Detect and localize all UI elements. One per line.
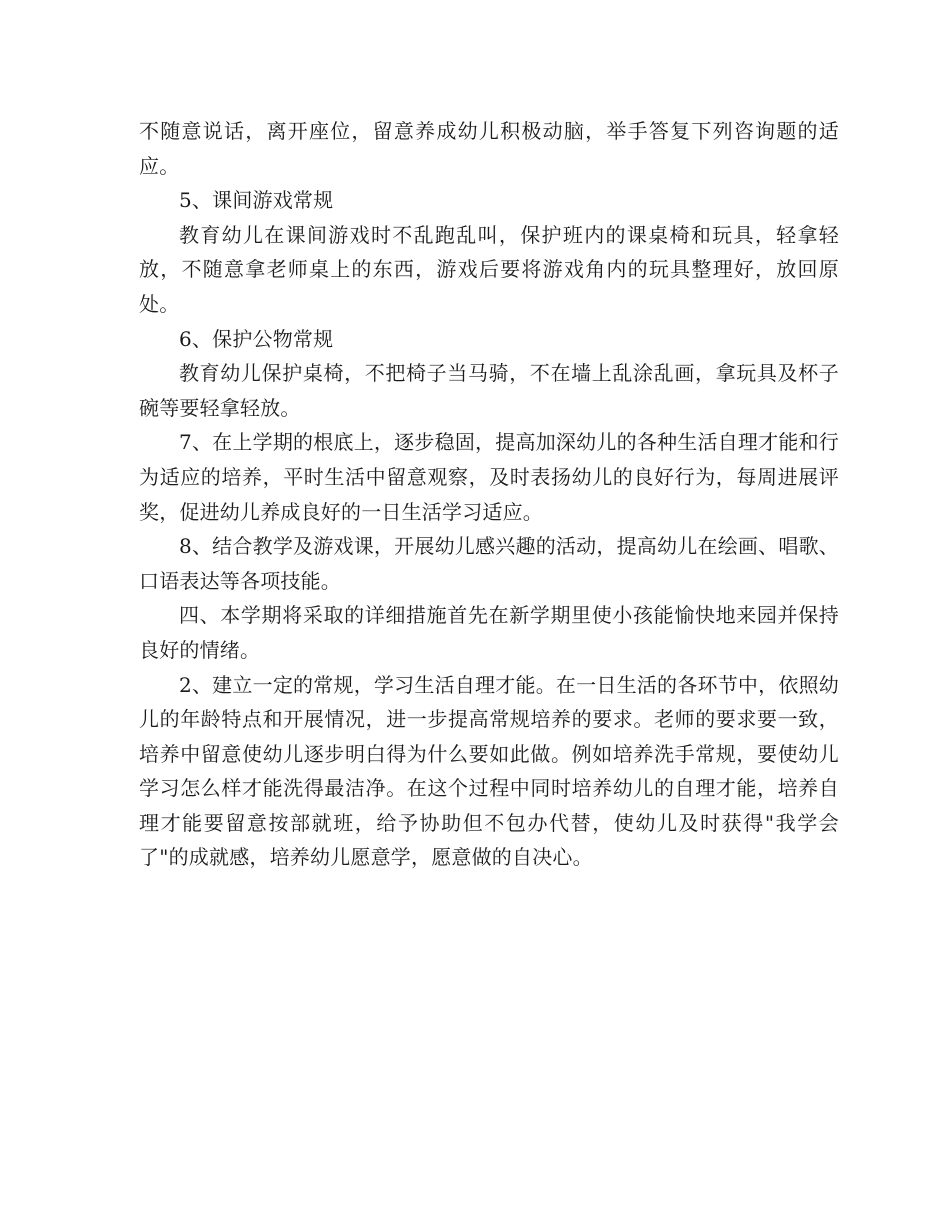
paragraph: 8、结合教学及游戏课，开展幼儿感兴趣的活动，提高幼儿在绘画、唱歌、口语表达等各项技能。 <box>139 534 839 593</box>
paragraph: 不随意说话，离开座位，留意养成幼儿积极动脑，举手答复下列咨询题的适应。 <box>139 119 839 178</box>
section-heading: 5、课间游戏常规 <box>179 188 334 213</box>
document-body <box>139 114 839 875</box>
paragraph: 2、建立一定的常规，学习生活自理才能。在一日生活的各环节中，依照幼儿的年龄特点和开展情况，进一步提高常规培养的要求。老师的要求要一致，培养中留意使幼儿逐步明白得为什么要如此做。例如培养洗手常规，要使幼儿学习怎么样才能洗得最洁净。在这个过程中同时培养幼儿的自理才能，培养自理才能要留意按部就班，给予协助但不包办代替，使幼儿及时获得"我学会了"的成就感，培养幼儿愿意学，愿意做的自决心。 <box>139 672 839 870</box>
paragraph: 四、本学期将采取的详细措施首先在新学期里使小孩能愉快地来园并保持良好的情绪。 <box>139 603 839 662</box>
section-heading: 6、保护公物常规 <box>179 326 334 351</box>
paragraph: 7、在上学期的根底上，逐步稳固，提高加深幼儿的各种生活自理才能和行为适应的培养，平时生活中留意观察，及时表扬幼儿的良好行为，每周进展评奖，促进幼儿养成良好的一日生活学习适应。 <box>139 430 839 524</box>
paragraph: 教育幼儿在课间游戏时不乱跑乱叫，保护班内的课桌椅和玩具，轻拿轻放，不随意拿老师桌上的东西，游戏后要将游戏角内的玩具整理好，放回原处。 <box>139 222 839 316</box>
paragraph: 教育幼儿保护桌椅，不把椅子当马骑，不在墙上乱涂乱画，拿玩具及杯子碗等要轻拿轻放。 <box>139 361 839 420</box>
